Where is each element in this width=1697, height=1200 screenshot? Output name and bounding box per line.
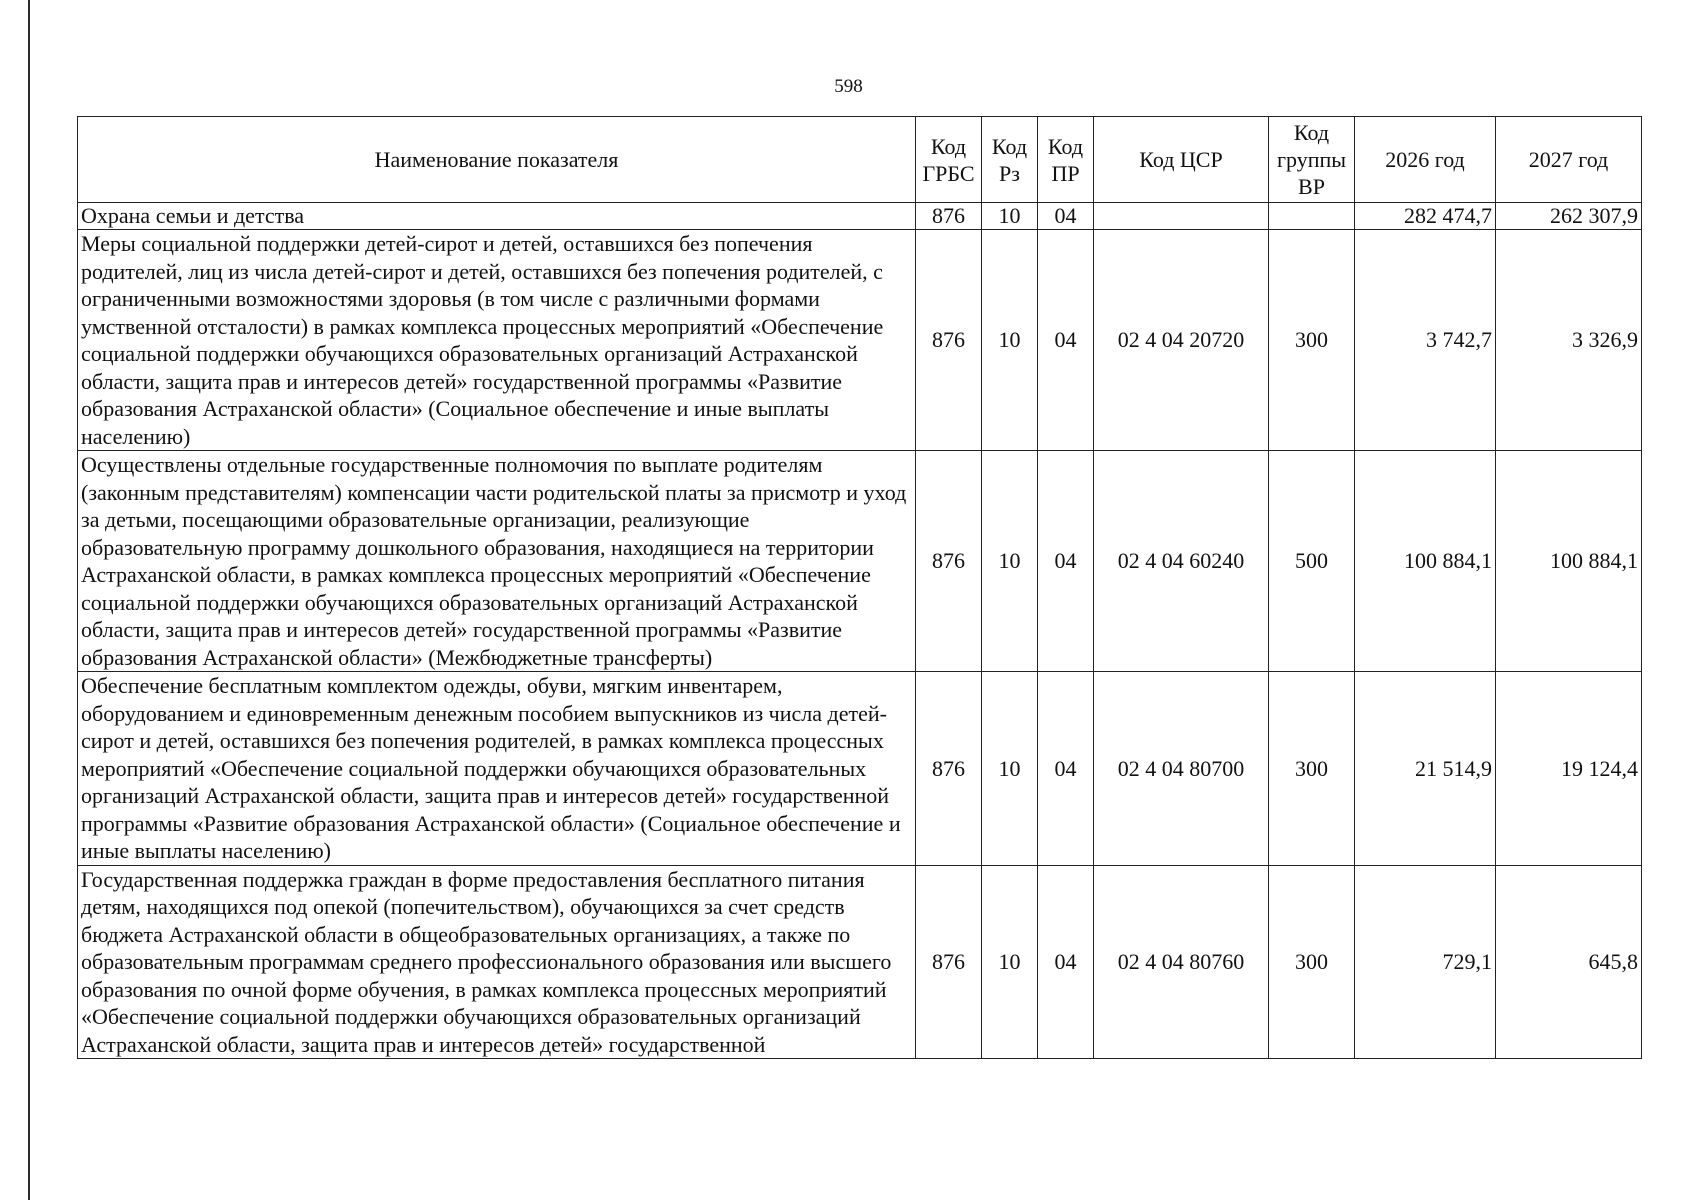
- row-2026: 100 884,1: [1355, 451, 1496, 672]
- table-row: [78, 865, 1642, 1059]
- row-csr: 02 4 04 80700: [1094, 672, 1269, 866]
- row-rz: 10: [982, 865, 1038, 1059]
- row-vr: 300: [1269, 865, 1355, 1059]
- row-grbs: 876: [916, 672, 982, 866]
- header-vr-line2: группы: [1276, 147, 1347, 172]
- row-grbs: 876: [916, 865, 982, 1059]
- row-2027: 100 884,1: [1496, 451, 1642, 672]
- header-vr-line3: ВР: [1298, 174, 1325, 199]
- row-vr: 500: [1269, 451, 1355, 672]
- row-csr: 02 4 04 60240: [1094, 451, 1269, 672]
- header-grbs-line1: Код: [930, 133, 967, 159]
- row-name: Обеспечение бесплатным комплектом одежды, обуви, мягким инвентарем, оборудованием и единовременным денежным пособием выпускников из числа детей-сирот и детей, оставшихся без попечения родителей, в рамках комплекса процессных мероприятий «Обеспечение социальной поддержки обучающихся образовательных организаций Астраханской области, защита прав и интересов детей» государственной программы «Развитие образования Астраханской области» (Социальное обеспечение и иные выплаты населению): [78, 672, 916, 866]
- row-csr: [1094, 203, 1269, 230]
- row-2026: 3 742,7: [1355, 230, 1496, 451]
- row-pr: 04: [1038, 865, 1094, 1059]
- table-row: [78, 451, 1642, 672]
- row-name: Государственная поддержка граждан в форме предоставления бесплатного питания детям, находящихся под опекой (попечительством), обучающихся за счет средств бюджета Астраханской области в общеобразовательных организациях, а также по образовательным программам среднего профессионального образования или высшего образования по очной форме обучения, в рамках комплекса процессных мероприятий «Обеспечение социальной поддержки обучающихся образовательных организаций Астраханской области, защита прав и интересов детей» государственной: [78, 865, 916, 1059]
- row-2026: 729,1: [1355, 865, 1496, 1059]
- row-2026: 21 514,9: [1355, 672, 1496, 866]
- row-vr: 300: [1269, 230, 1355, 451]
- header-vr: [1269, 117, 1355, 203]
- row-csr: 02 4 04 80760: [1094, 865, 1269, 1059]
- table-row: [78, 203, 1642, 230]
- row-2027: 19 124,4: [1496, 672, 1642, 866]
- header-grbs-line2: ГРБС: [922, 160, 975, 186]
- row-csr: 02 4 04 20720: [1094, 230, 1269, 451]
- table-row: [78, 230, 1642, 451]
- header-pr-line2: ПР: [1051, 160, 1080, 186]
- header-pr-line1: Код: [1047, 133, 1084, 159]
- row-2026: 282 474,7: [1355, 203, 1496, 230]
- header-rz-line1: Код: [991, 133, 1028, 159]
- row-rz: 10: [982, 451, 1038, 672]
- row-rz: 10: [982, 203, 1038, 230]
- header-2027: 2027 год: [1496, 117, 1642, 203]
- header-2026: 2026 год: [1355, 117, 1496, 203]
- row-grbs: 876: [916, 451, 982, 672]
- row-name: Меры социальной поддержки детей-сирот и детей, оставшихся без попечения родителей, лиц из числа детей-сирот и детей, оставшихся без попечения родителей, с ограниченными возможностями здоровья (в том числе с различными формами умственной отсталости) в рамках комплекса процессных мероприятий «Обеспечение социальной поддержки обучающихся образовательных организаций Астраханской области, защита прав и интересов детей» государственной программы «Развитие образования Астраханской области» (Социальное обеспечение и иные выплаты населению): [78, 230, 916, 451]
- header-rz: [982, 117, 1038, 203]
- row-name: Осуществлены отдельные государственные полномочия по выплате родителям (законным представителям) компенсации части родительской платы за присмотр и уход за детьми, посещающими образовательные организации, реализующие образовательную программу дошкольного образования, находящиеся на территории Астраханской области, в рамках комплекса процессных мероприятий «Обеспечение социальной поддержки обучающихся образовательных организаций Астраханской области, защита прав и интересов детей» государственной программы «Развитие образования Астраханской области» (Межбюджетные трансферты): [78, 451, 916, 672]
- budget-table: [77, 116, 1642, 1059]
- row-vr: 300: [1269, 672, 1355, 866]
- page-number: 598: [834, 76, 863, 97]
- table-header-row: [78, 117, 1642, 203]
- scan-edge-line: [28, 0, 30, 1200]
- row-2027: 262 307,9: [1496, 203, 1642, 230]
- table-row: [78, 672, 1642, 866]
- row-2027: 645,8: [1496, 865, 1642, 1059]
- row-name: Охрана семьи и детства: [78, 203, 916, 230]
- header-grbs: [916, 117, 982, 203]
- row-rz: 10: [982, 672, 1038, 866]
- row-vr: [1269, 203, 1355, 230]
- row-grbs: 876: [916, 230, 982, 451]
- row-pr: 04: [1038, 230, 1094, 451]
- header-csr: Код ЦСР: [1094, 117, 1269, 203]
- row-2027: 3 326,9: [1496, 230, 1642, 451]
- header-vr-line1: Код: [1293, 120, 1330, 145]
- header-rz-line2: Рз: [999, 160, 1020, 186]
- row-grbs: 876: [916, 203, 982, 230]
- header-name: Наименование показателя: [78, 117, 916, 203]
- row-pr: 04: [1038, 672, 1094, 866]
- row-pr: 04: [1038, 203, 1094, 230]
- row-rz: 10: [982, 230, 1038, 451]
- row-pr: 04: [1038, 451, 1094, 672]
- header-pr: [1038, 117, 1094, 203]
